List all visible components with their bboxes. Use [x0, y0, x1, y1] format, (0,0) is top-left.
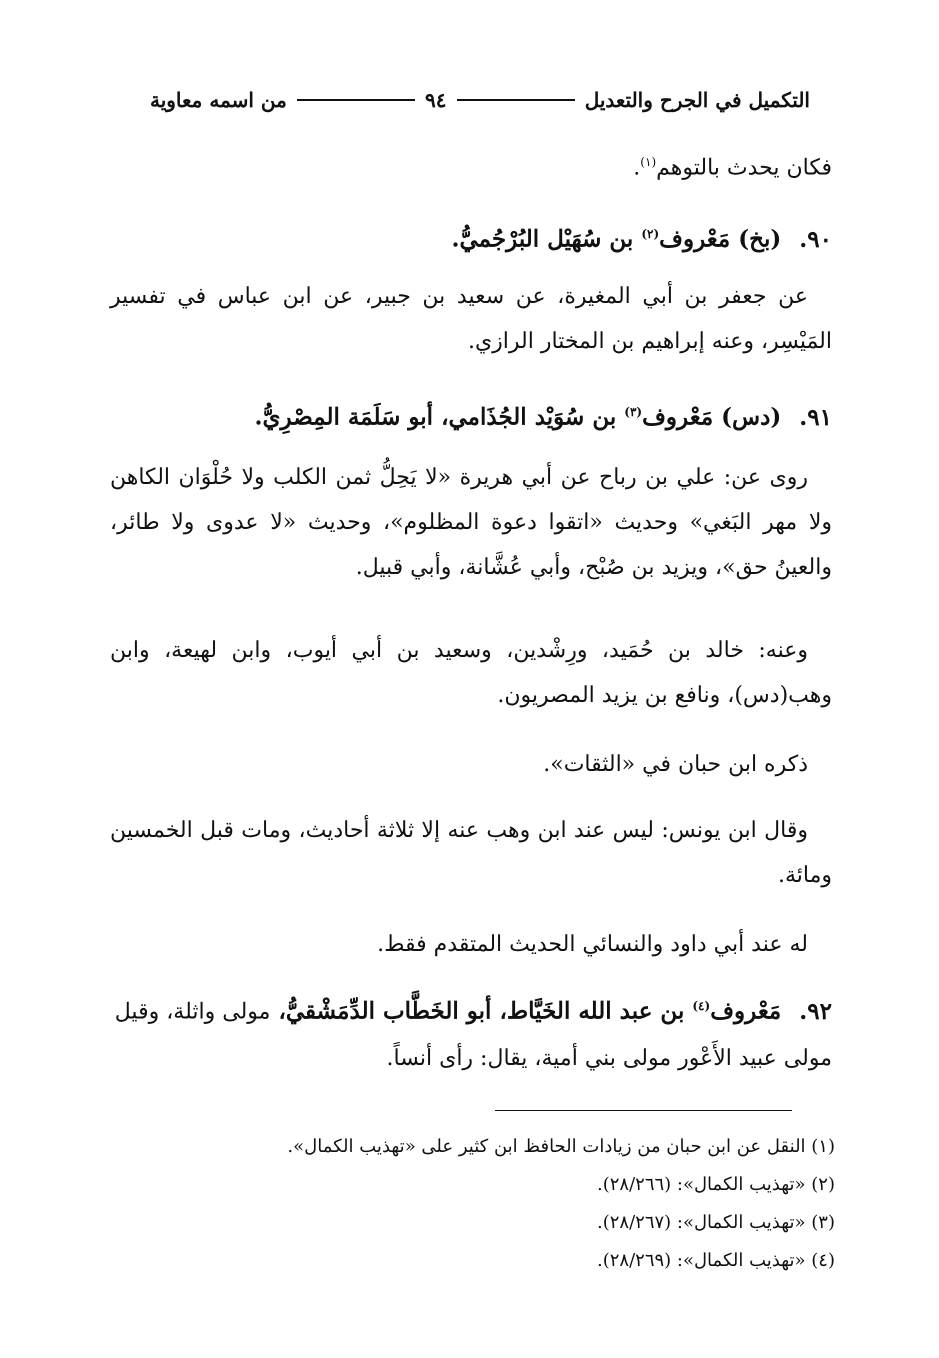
- entry-92-heading: [110, 984, 832, 1081]
- header-divider: [457, 99, 575, 101]
- entry-name-tail: بن سُوَيْد الجُذَامي، أبو سَلَمَة المِصْرِيُّ.: [254, 403, 617, 431]
- entry-number: ٩٠.: [799, 225, 832, 253]
- entry-name-tail: بن سُهَيْل البُرْجُميُّ.: [451, 225, 634, 253]
- footnote-1: (١) النقل عن ابن حبان من زيادات الحافظ ابن كثير على «تهذيب الكمال».: [287, 1136, 835, 1157]
- entry-92-body: مولى واثلة، وقيل مولى عبيد الأَعْور مولى بني أمية، يقال: رأى أنساً.: [114, 999, 832, 1071]
- footnote-2: (٢) «تهذيب الكمال»: (٢٨/٢٦٦).: [597, 1174, 835, 1195]
- footnote-ref: (١): [640, 155, 657, 169]
- entry-number: ٩٢.: [799, 997, 832, 1025]
- entry-91-ibn-hibban: ذكره ابن حبان في «الثقات».: [543, 752, 808, 777]
- running-header: [150, 80, 810, 120]
- footnote-3: (٣) «تهذيب الكمال»: (٢٨/٢٦٧).: [597, 1212, 835, 1233]
- entry-91-heading: [110, 390, 832, 440]
- entry-90-heading: [110, 212, 832, 262]
- entry-91-narrators-from: روى عن: علي بن رباح عن أبي هريرة «لا يَحِلُّ ثمن الكلب ولا حُلْوَان الكاهن ولا مهر البَغي» وحديث «اتقوا دعوة المظلوم»، وحديث «لا عدوى ولا طائر، والعينُ حق»، ويزيد بن صُبْح، وأبي عُشَّانة، وأبي قبيل.: [110, 465, 832, 580]
- entry-name-tail: بن عبد الله الخَيَّاط، أبو الخَطَّاب الدِّمَشْقيُّ،: [278, 997, 685, 1025]
- entry-number: ٩١.: [799, 403, 832, 431]
- footnote-4: (٤) «تهذيب الكمال»: (٢٨/٢٦٩).: [597, 1250, 835, 1271]
- entry-name: مَعْروف: [710, 997, 782, 1025]
- header-divider: [297, 99, 415, 101]
- entry-name: (بخ) مَعْروف: [659, 225, 782, 253]
- continuation-paragraph: فكان يحدث بالتوهم$^{(١)}$.: [633, 155, 832, 181]
- book-title: التكميل في الجرح والتعديل: [584, 88, 810, 112]
- entry-91-narrators-to: وعنه: خالد بن حُمَيد، ورِشْدين، وسعيد بن أبي أيوب، وابن لهيعة، وابن وهب(دس)، ونافع بن يزيد المصريون.: [110, 638, 832, 708]
- footnote-ref: (٤): [692, 999, 711, 1013]
- chapter-title: من اسمه معاوية: [149, 88, 287, 112]
- entry-90-body: عن جعفر بن أبي المغيرة، عن سعيد بن جبير، عن ابن عباس في تفسير المَيْسِر، وعنه إبراهيم بن المختار الرازي.: [110, 284, 832, 354]
- footnote-ref: (٣): [624, 405, 643, 419]
- footnote-ref: (٢): [641, 227, 660, 241]
- footnotes: [110, 1128, 835, 1280]
- page-number: ٩٤: [425, 88, 447, 112]
- entry-91-ibn-yunus: وقال ابن يونس: ليس عند ابن وهب عنه إلا ثلاثة أحاديث، ومات قبل الخمسين ومائة.: [110, 818, 832, 888]
- footnote-divider: [495, 1110, 792, 1111]
- entry-91-note: له عند أبي داود والنسائي الحديث المتقدم فقط.: [377, 932, 808, 957]
- entry-name: (دس) مَعْروف: [642, 403, 782, 431]
